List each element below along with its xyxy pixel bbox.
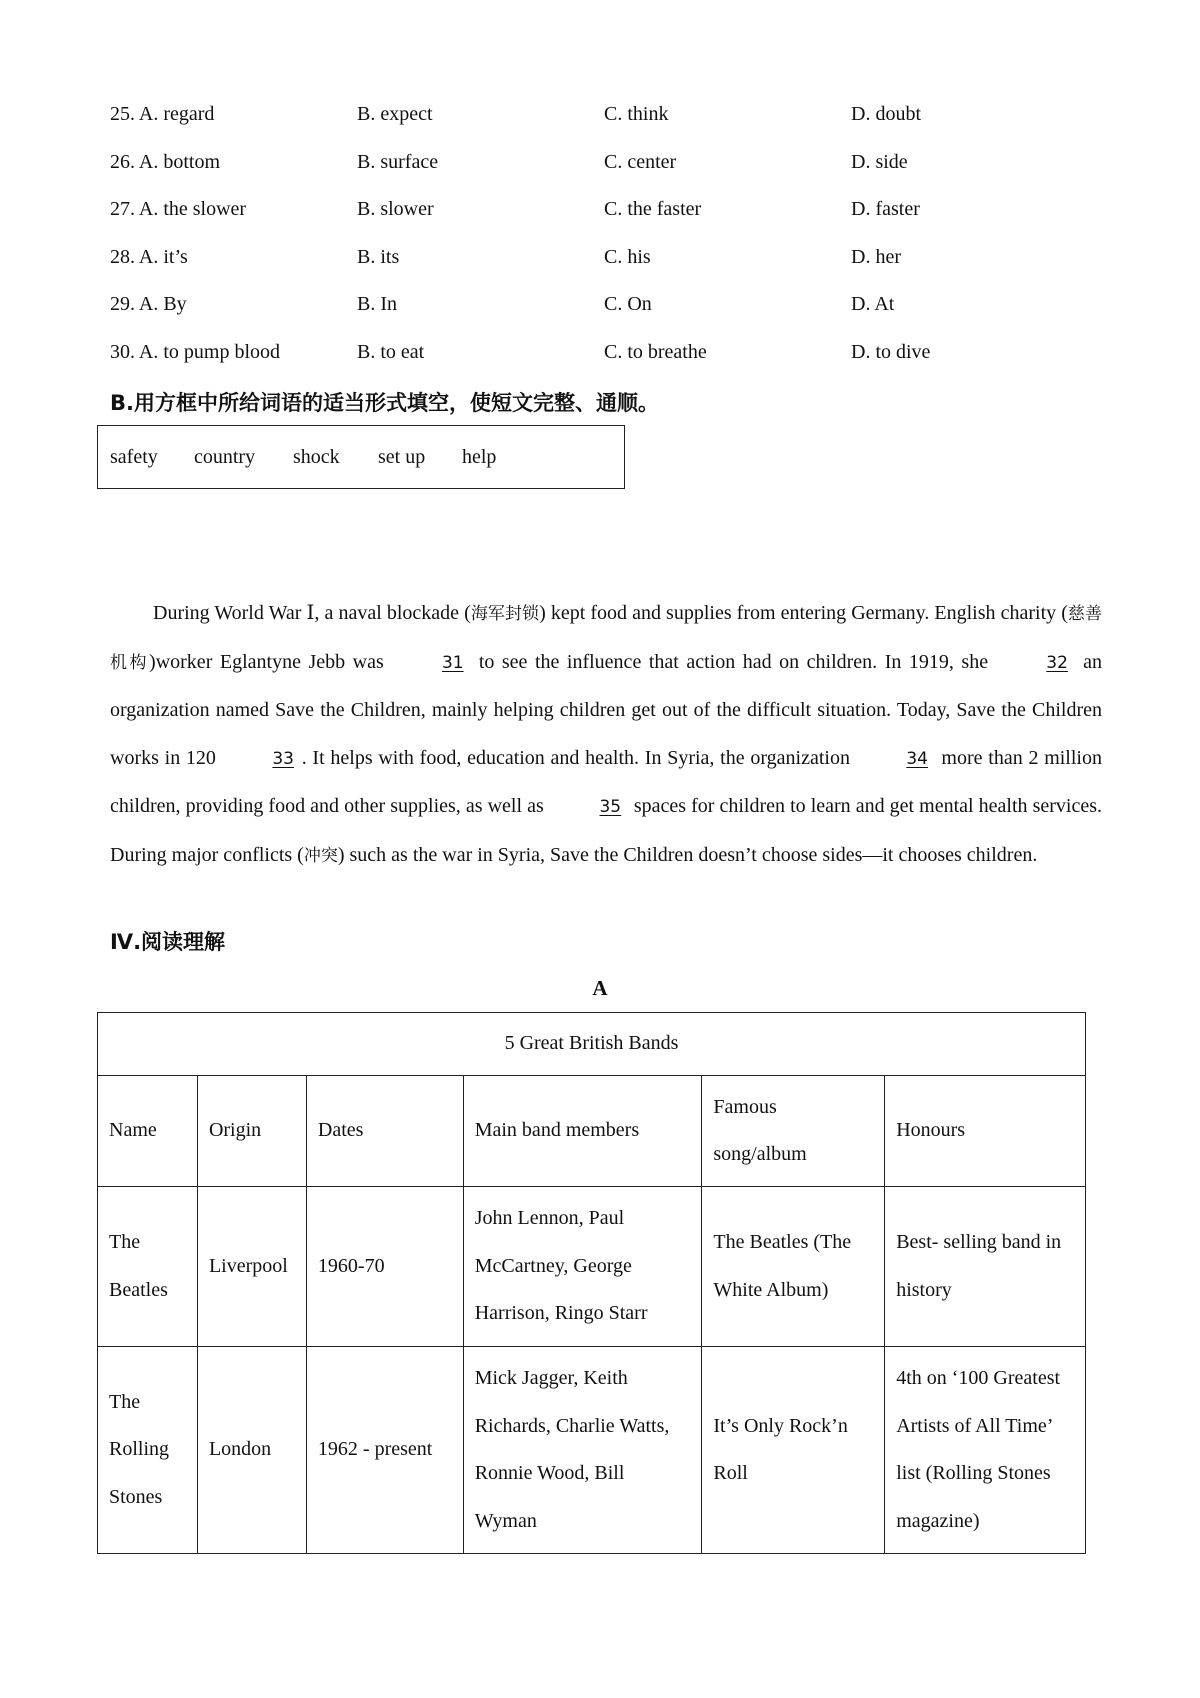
passage-text: )worker Eglantyne Jebb was <box>149 650 392 673</box>
table-cell: Best- selling band in history <box>885 1187 1086 1347</box>
blank-32[interactable]: 32 <box>1046 652 1068 673</box>
table-cell: 1960-70 <box>306 1187 463 1347</box>
blank-31[interactable]: 31 <box>441 652 464 673</box>
option-b: B. surface <box>357 150 439 173</box>
section-a-label: A <box>592 976 608 1000</box>
word-box-item: help <box>462 446 497 468</box>
table-cell: It’s Only Rock’n Roll <box>702 1347 885 1554</box>
column-header: Dates <box>306 1076 463 1187</box>
option-row-28 <box>110 246 1110 276</box>
option-b: B. to eat <box>357 340 425 363</box>
word-box-item: country <box>194 446 256 468</box>
table-header-row <box>98 1076 1086 1187</box>
passage-text: spaces for children to learn and get mental health services. During major conflicts ( <box>110 795 1102 866</box>
passage-text: ) kept food and supplies from entering Germany. English charity ( <box>539 602 1068 624</box>
passage-text: During World War Ⅰ, a naval blockade ( <box>153 602 471 624</box>
passage-text: . It helps with food, education and health. In Syria, the organization <box>301 746 856 769</box>
option-b: B. its <box>357 245 400 268</box>
word-box-item: safety <box>110 446 158 468</box>
table-caption-row <box>98 1013 1086 1076</box>
table-cell: John Lennon, Paul McCartney, George Harrison, Ringo Starr <box>463 1187 702 1347</box>
table-row <box>98 1347 1086 1554</box>
option-c: C. the faster <box>604 198 702 220</box>
option-a: 29. A. By <box>110 293 187 315</box>
cloze-passage <box>110 590 1102 880</box>
option-a: 27. A. the slower <box>110 198 247 220</box>
option-d: D. faster <box>851 198 920 220</box>
table-caption: 5 Great British Bands <box>98 1013 1086 1076</box>
passage-text: more than 2 million children, providing food and other supplies, as well as <box>110 746 1102 817</box>
table-cell: London <box>197 1347 306 1554</box>
option-row-30 <box>110 341 1110 371</box>
passage-text: ) such as the war in Syria, Save the Children doesn’t choose sides—it chooses children. <box>337 843 1038 866</box>
option-c: C. think <box>604 103 669 125</box>
option-a: 25. A. regard <box>110 103 215 125</box>
option-b: B. slower <box>357 198 434 220</box>
passage-text: an organization named Save the Children, mainly helping children get out of the difficult situation. Today, Save the Children works in 120 <box>110 650 1103 769</box>
option-row-27 <box>110 198 1110 228</box>
option-c: C. his <box>604 245 651 268</box>
chinese-gloss: 慈善机构 <box>110 604 1103 673</box>
word-box-item: set up <box>378 446 426 468</box>
section-iv-heading: Ⅳ.阅读理解 <box>110 930 226 954</box>
option-c: C. center <box>604 150 677 173</box>
table-cell: 4th on ‘100 Greatest Artists of All Time’ list (Rolling Stones magazine) <box>885 1347 1086 1554</box>
option-d: D. to dive <box>851 340 931 363</box>
column-header: Famous song/album <box>702 1076 885 1187</box>
table-cell: The Rolling Stones <box>98 1347 198 1554</box>
table-cell: Mick Jagger, Keith Richards, Charlie Watts, Ronnie Wood, Bill Wyman <box>463 1347 702 1554</box>
chinese-gloss: 冲突 <box>303 845 338 866</box>
option-c: C. to breathe <box>604 340 707 363</box>
option-a: 26. A. bottom <box>110 150 221 173</box>
table-cell: Liverpool <box>197 1187 306 1347</box>
option-d: D. her <box>851 245 901 268</box>
option-a: 28. A. it’s <box>110 245 188 268</box>
column-header: Main band members <box>463 1076 702 1187</box>
option-d: D. doubt <box>851 103 921 125</box>
blank-34[interactable]: 34 <box>906 748 928 769</box>
section-b-heading: B.用方框中所给词语的适当形式填空，使短文完整、通顺。 <box>110 391 659 415</box>
column-header: Honours <box>885 1076 1086 1187</box>
option-row-29 <box>110 293 1110 323</box>
passage-paragraph <box>110 590 1102 880</box>
column-header: Origin <box>197 1076 306 1187</box>
table-row <box>98 1187 1086 1347</box>
word-box <box>97 425 625 489</box>
option-b: B. expect <box>357 103 433 125</box>
table-cell: The Beatles <box>98 1187 198 1347</box>
option-b: B. In <box>357 293 397 315</box>
blank-35[interactable]: 35 <box>599 797 622 817</box>
option-a: 30. A. to pump blood <box>110 340 281 363</box>
chinese-gloss: 海军封锁 <box>470 604 540 624</box>
table-cell: 1962 - present <box>306 1347 463 1554</box>
word-box-item: shock <box>293 446 340 468</box>
blank-33[interactable]: 33 <box>272 748 294 769</box>
option-c: C. On <box>604 293 652 315</box>
passage-text: to see the influence that action had on children. In 1919, she <box>471 650 996 673</box>
bands-table <box>97 1012 1086 1554</box>
option-d: D. side <box>851 150 908 173</box>
option-row-25 <box>110 103 1110 133</box>
column-header: Name <box>98 1076 198 1187</box>
table-cell: The Beatles (The White Album) <box>702 1187 885 1347</box>
option-d: D. At <box>851 293 895 315</box>
option-row-26 <box>110 151 1110 181</box>
